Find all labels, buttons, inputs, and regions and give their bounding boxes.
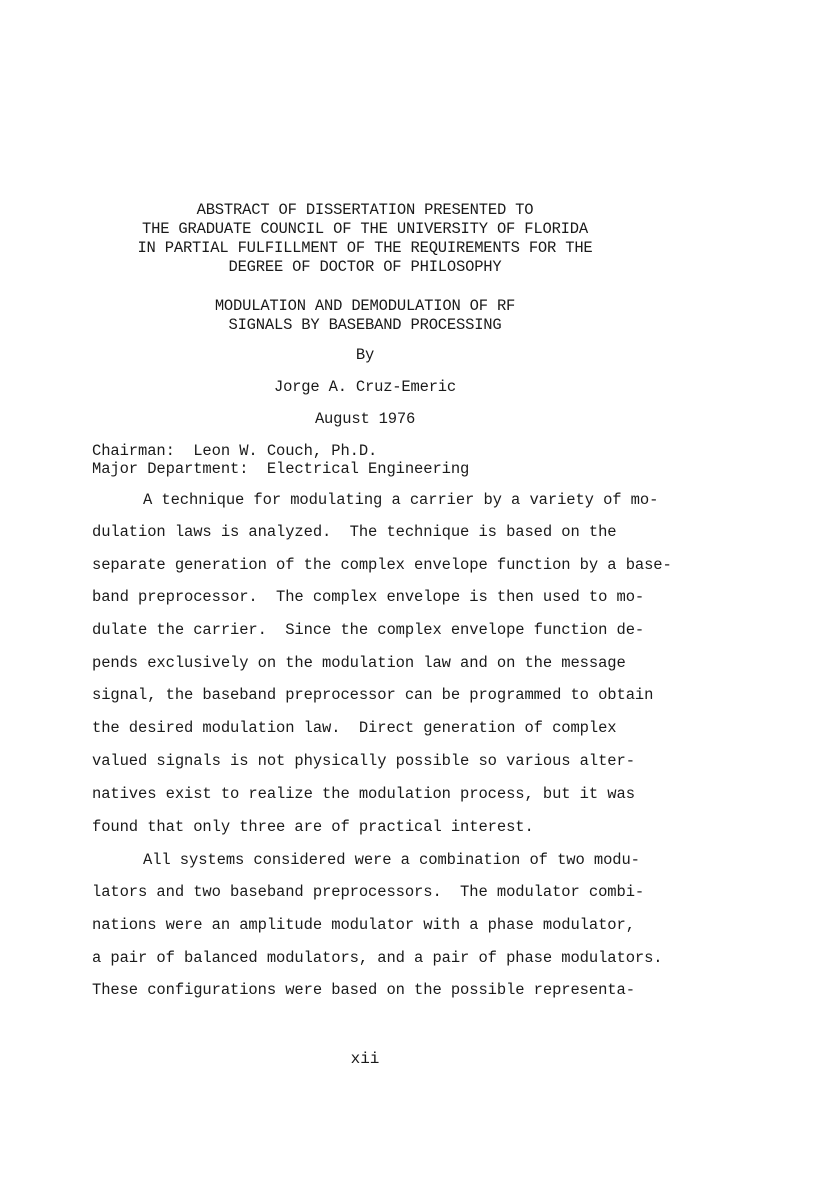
body-line-6: pends exclusively on the modulation law and on the message bbox=[92, 654, 626, 672]
body-line-3: separate generation of the complex envelope function by a base- bbox=[92, 556, 672, 574]
abstract-heading-line-1: ABSTRACT OF DISSERTATION PRESENTED TO bbox=[196, 201, 534, 219]
page-number: xii bbox=[350, 1050, 380, 1068]
body-line-9: valued signals is not physically possible so various alter- bbox=[92, 752, 635, 770]
body-line-13: lators and two baseband preprocessors. The modulator combi- bbox=[92, 883, 645, 901]
abstract-heading-line-2: THE GRADUATE COUNCIL OF THE UNIVERSITY OF FLORIDA bbox=[142, 220, 588, 238]
by-label: By bbox=[355, 346, 375, 364]
body-line-10: natives exist to realize the modulation process, but it was bbox=[92, 785, 635, 803]
chairman-line: Chairman: Leon W. Couch, Ph.D. bbox=[92, 442, 378, 460]
body-line-12: All systems considered were a combination of two modu- bbox=[143, 851, 640, 869]
body-line-15: a pair of balanced modulators, and a pair of phase modulators. bbox=[92, 949, 663, 967]
body-line-1: A technique for modulating a carrier by a variety of mo- bbox=[143, 491, 659, 509]
body-line-7: signal, the baseband preprocessor can be programmed to obtain bbox=[92, 686, 654, 704]
department-line: Major Department: Electrical Engineering bbox=[92, 460, 470, 478]
body-line-14: nations were an amplitude modulator with a phase modulator, bbox=[92, 916, 635, 934]
dissertation-title-line-2: SIGNALS BY BASEBAND PROCESSING bbox=[228, 316, 502, 334]
author-name: Jorge A. Cruz-Emeric bbox=[273, 378, 457, 396]
body-line-5: dulate the carrier. Since the complex envelope function de- bbox=[92, 621, 645, 639]
abstract-heading-line-4: DEGREE OF DOCTOR OF PHILOSOPHY bbox=[228, 258, 502, 276]
submission-date: August 1976 bbox=[314, 410, 416, 428]
body-line-11: found that only three are of practical interest. bbox=[92, 818, 534, 836]
body-line-8: the desired modulation law. Direct generation of complex bbox=[92, 719, 617, 737]
dissertation-title-line-1: MODULATION AND DEMODULATION OF RF bbox=[214, 297, 516, 315]
body-line-4: band preprocessor. The complex envelope is then used to mo- bbox=[92, 588, 645, 606]
abstract-heading-line-3: IN PARTIAL FULFILLMENT OF THE REQUIREMENTS FOR THE bbox=[137, 239, 593, 257]
body-line-2: dulation laws is analyzed. The technique is based on the bbox=[92, 523, 617, 541]
body-line-16: These configurations were based on the possible representa- bbox=[92, 981, 635, 999]
